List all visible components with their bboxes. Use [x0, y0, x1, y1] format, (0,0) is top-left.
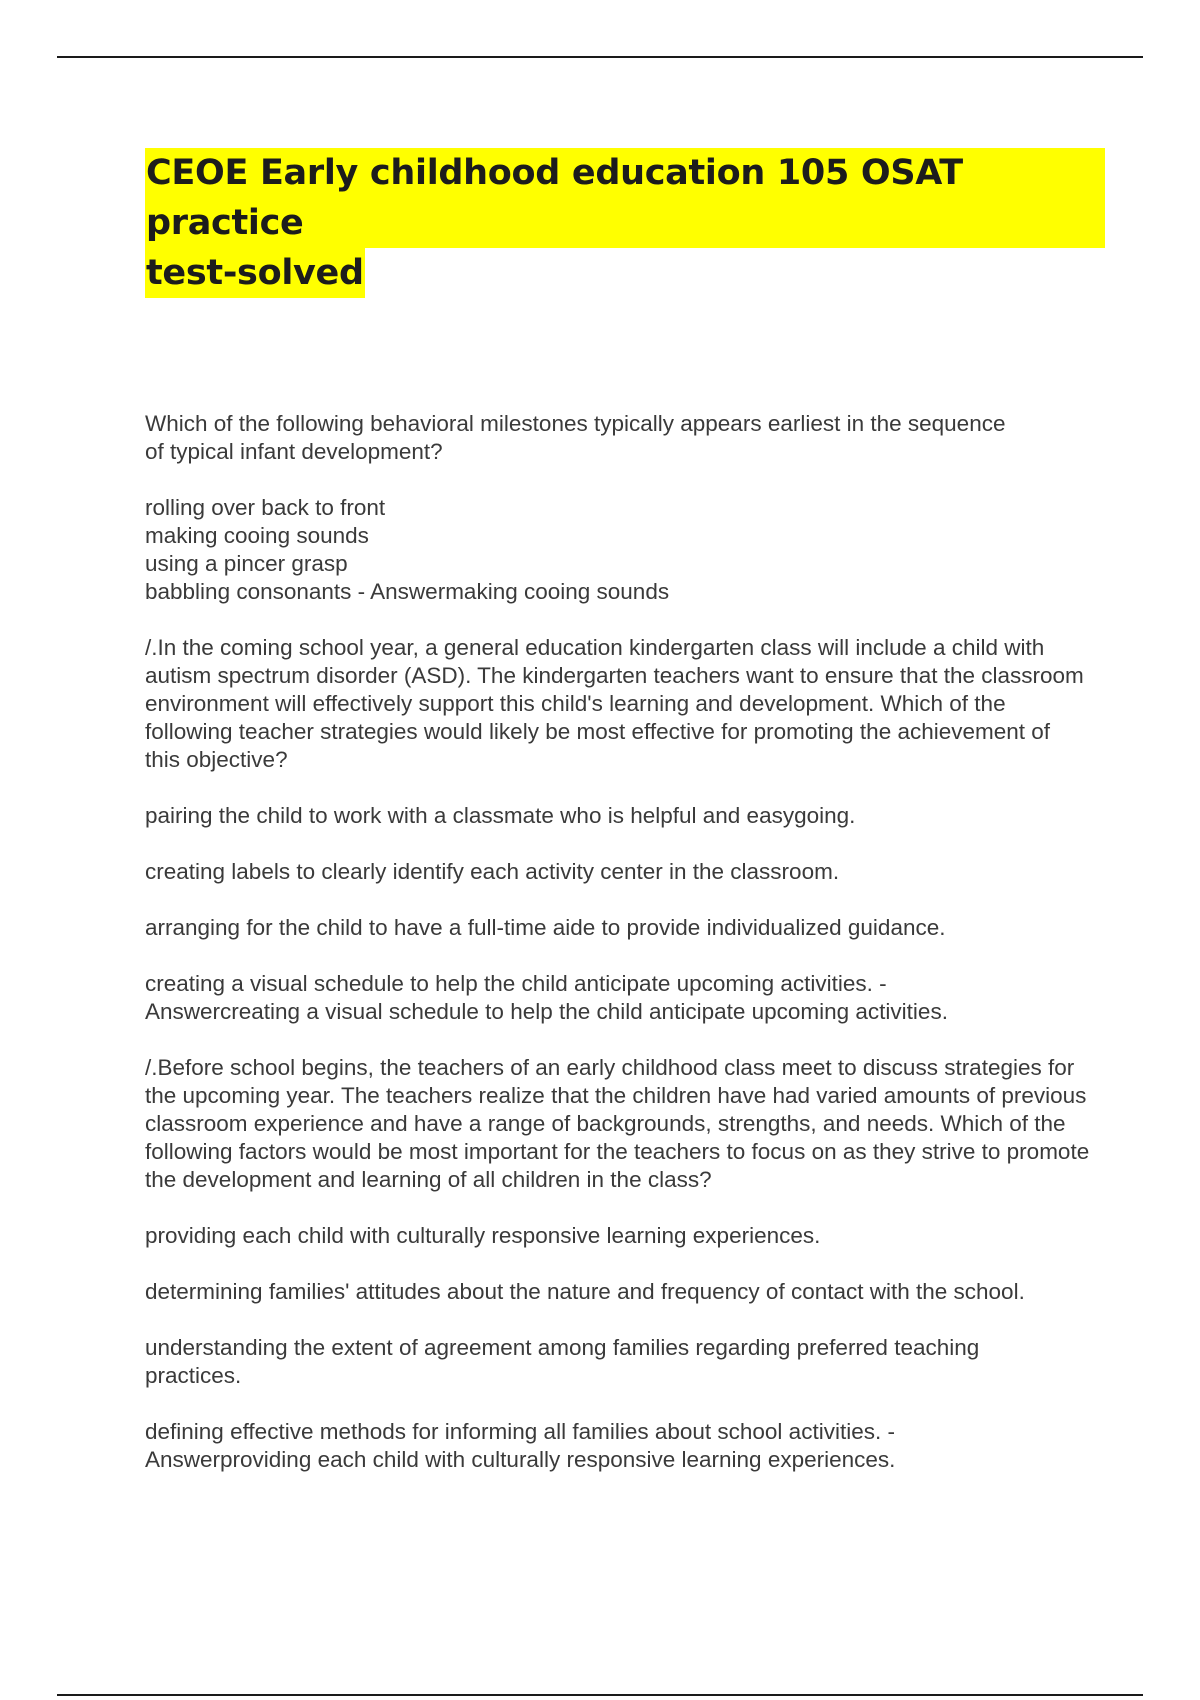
question-prompt: Which of the following behavioral milestones typically appears earliest in the sequence of typical infant development? — [145, 411, 1006, 464]
question-2 — [145, 634, 1105, 1026]
question-prompt: /.Before school begins, the teachers of an early childhood class meet to discuss strategies for the upcoming year. The teachers realize that the children have had varied amounts of previous classroom experience and have a range of backgrounds, strengths, and needs. Which of the following factors would be most important for the teachers to focus on as they strive to promote the development and learning of all children in the class? — [145, 1055, 1090, 1192]
option-list — [145, 494, 1105, 606]
question-1 — [145, 410, 1105, 606]
option-item: determining families' attitudes about the nature and frequency of contact with the school. — [145, 1279, 1025, 1304]
option-item: creating a visual schedule to help the child anticipate upcoming activities. - Answercreating a visual schedule to help the child anticipate upcoming activities. — [145, 971, 948, 1024]
title-line-1: CEOE Early childhood education 105 OSAT practice — [145, 148, 1105, 248]
option-item: rolling over back to front — [145, 495, 386, 520]
option-item: babbling consonants - Answermaking cooing sounds — [145, 579, 670, 604]
option-item: creating labels to clearly identify each activity center in the classroom. — [145, 859, 840, 884]
question-3 — [145, 1054, 1105, 1474]
footer-rule — [57, 1694, 1143, 1696]
option-item: defining effective methods for informing all families about school activities. - Answerproviding each child with culturally responsive learning experiences. — [145, 1419, 896, 1472]
question-prompt: /.In the coming school year, a general education kindergarten class will include a child with autism spectrum disorder (ASD). The kindergarten teachers want to ensure that the classroom environment will effectively support this child's learning and development. Which of the following teacher strategies would likely be most effective for promoting the achievement of this objective? — [145, 635, 1084, 772]
document-title — [145, 148, 1105, 298]
option-item: making cooing sounds — [145, 523, 369, 548]
option-item: pairing the child to work with a classmate who is helpful and easygoing. — [145, 803, 856, 828]
option-item: using a pincer grasp — [145, 551, 348, 576]
title-line-2: test-solved — [145, 248, 365, 298]
header-rule — [57, 56, 1143, 58]
option-item: arranging for the child to have a full-time aide to provide individualized guidance. — [145, 915, 946, 940]
document-body — [145, 148, 1105, 1474]
option-item: providing each child with culturally responsive learning experiences. — [145, 1223, 821, 1248]
option-item: understanding the extent of agreement among families regarding preferred teaching practices. — [145, 1335, 980, 1388]
